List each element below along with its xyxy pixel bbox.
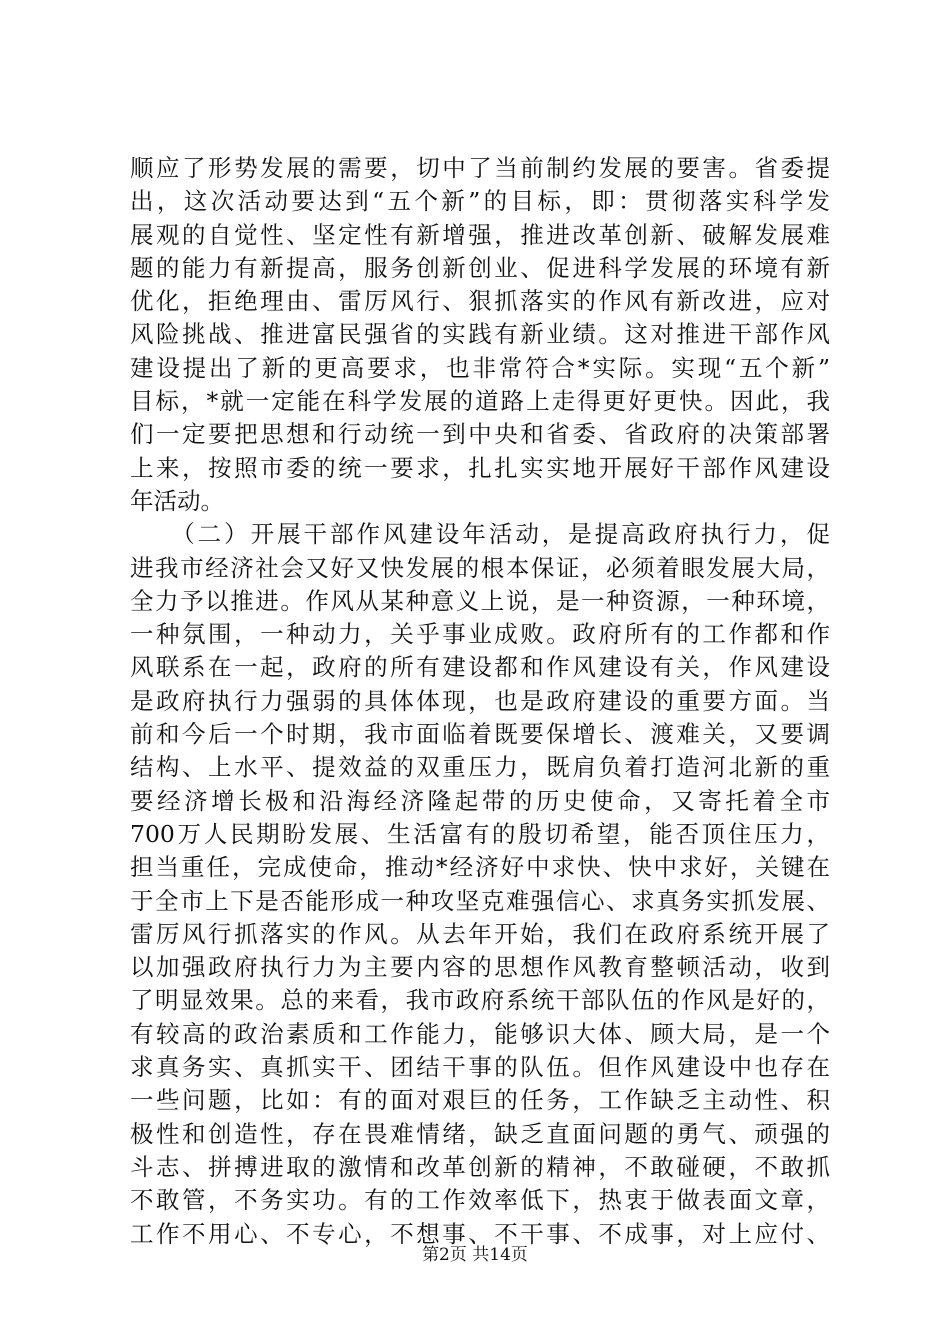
text-line: 于全市上下是否能形成一种攻坚克难强信心、求真务实抓发展、 bbox=[130, 886, 830, 915]
text-line: 工作不用心、不专心，不想事、不干事、不成事，对上应付、 bbox=[130, 1219, 830, 1248]
text-line: 风联系在一起，政府的所有建设都和作风建设有关，作风建设 bbox=[130, 653, 830, 682]
text-line: 优化，拒绝理由、雷厉风行、狠抓落实的作风有新改进，应对 bbox=[130, 287, 830, 316]
text-line: 题的能力有新提高，服务创新创业、促进科学发展的环境有新 bbox=[130, 253, 830, 282]
text-line: 以加强政府执行力为主要内容的思想作风教育整顿活动，收到 bbox=[130, 953, 830, 982]
page-number-footer: 第2页 共14页 bbox=[422, 1245, 528, 1265]
text-line: 建设提出了新的更高要求，也非常符合*实际。实现“五个新” bbox=[130, 353, 830, 382]
text-line: 不敢管，不务实功。有的工作效率低下，热衷于做表面文章， bbox=[130, 1186, 830, 1215]
text-line: 是政府执行力强弱的具体体现，也是政府建设的重要方面。当 bbox=[130, 686, 830, 715]
text-line: 出，这次活动要达到“五个新”的目标，即：贯彻落实科学发 bbox=[130, 187, 830, 216]
text-line: 上来，按照市委的统一要求，扎扎实实地开展好干部作风建设 bbox=[130, 453, 830, 482]
text-line: 求真务实、真抓实干、团结干事的队伍。但作风建设中也存在 bbox=[130, 1053, 830, 1082]
text-line: 要经济增长极和沿海经济隆起带的历史使命，又寄托着全市 bbox=[130, 786, 830, 815]
text-line: 700万人民期盼发展、生活富有的殷切希望，能否顶住压力， bbox=[130, 819, 830, 848]
text-line: 结构、上水平、提效益的双重压力，既肩负着打造河北新的重 bbox=[130, 753, 830, 782]
text-line: 担当重任，完成使命，推动*经济好中求快、快中求好，关键在 bbox=[130, 853, 830, 882]
text-line: 风险挑战、推进富民强省的实践有新业绩。这对推进干部作风 bbox=[130, 320, 830, 349]
text-line: 顺应了形势发展的需要，切中了当前制约发展的要害。省委提 bbox=[130, 154, 830, 182]
text-line: 展观的自觉性、坚定性有新增强，推进改革创新、破解发展难 bbox=[130, 220, 830, 249]
text-line: 斗志、拼搏进取的激情和改革创新的精神，不敢碰硬，不敢抓 bbox=[130, 1152, 830, 1181]
text-line: 雷厉风行抓落实的作风。从去年开始，我们在政府系统开展了 bbox=[130, 919, 830, 948]
text-line: 一些问题，比如：有的面对艰巨的任务，工作缺乏主动性、积 bbox=[130, 1086, 830, 1115]
document-body bbox=[130, 152, 830, 1251]
text-line: 们一定要把思想和行动统一到中央和省委、省政府的决策部署 bbox=[130, 420, 830, 449]
text-line: （二）开展干部作风建设年活动，是提高政府执行力，促 bbox=[130, 520, 830, 549]
text-line: 前和今后一个时期，我市面临着既要保增长、渡难关，又要调 bbox=[130, 720, 830, 749]
text-line: 年活动。 bbox=[130, 486, 224, 515]
text-line: 全力予以推进。作风从某种意义上说，是一种资源，一种环境， bbox=[130, 586, 830, 615]
text-line: 一种氛围，一种动力，关乎事业成败。政府所有的工作都和作 bbox=[130, 620, 830, 649]
text-line: 目标，*就一定能在科学发展的道路上走得更好更快。因此，我 bbox=[130, 387, 830, 416]
text-line: 了明显效果。总的来看，我市政府系统干部队伍的作风是好的， bbox=[130, 986, 830, 1015]
text-line: 极性和创造性，存在畏难情绪，缺乏直面问题的勇气、顽强的 bbox=[130, 1119, 830, 1148]
text-line: 进我市经济社会又好又快发展的根本保证，必须着眼发展大局， bbox=[130, 553, 830, 582]
text-line: 有较高的政治素质和工作能力，能够识大体、顾大局，是一个 bbox=[130, 1019, 830, 1048]
